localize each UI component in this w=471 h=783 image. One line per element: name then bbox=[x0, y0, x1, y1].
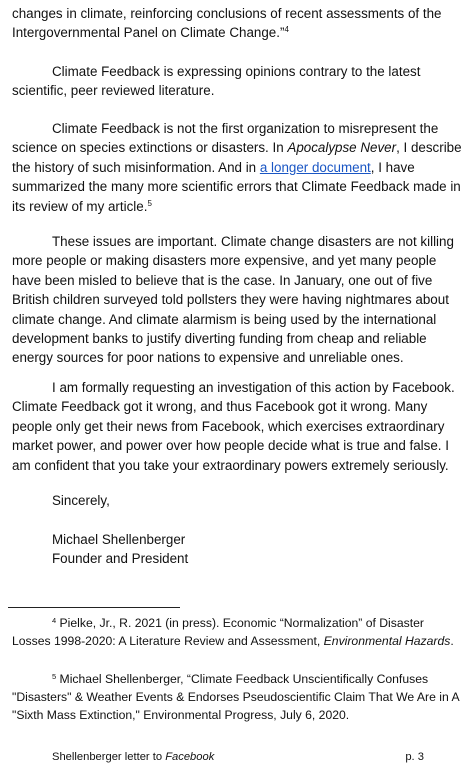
footnote-ref-5[interactable]: 5 bbox=[147, 198, 152, 208]
footer-left-italic: Facebook bbox=[165, 751, 215, 763]
paragraph-text: I am formally requesting an investigation of this action by Facebook. Climate Feedback got it wrong, and thus Facebook got it wrong. Many people only get their news from Facebook, which exercises extraordinary market power, and power over how people decide what is true and false. I am confident that you take your extraordinary powers extremely seriously. bbox=[12, 380, 455, 473]
paragraph-misrepresent bbox=[12, 119, 465, 216]
footer-left-prefix: Shellenberger letter to bbox=[52, 751, 166, 763]
footnote-ref-4[interactable]: 4 bbox=[284, 25, 289, 35]
footnote-text-a: Pielke, Jr., R. 2021 (in press). Economic “Normalization” of Disaster Losses 1998-2020: A Literature Review and Assessment, bbox=[12, 616, 424, 648]
book-title: Apocalypse Never bbox=[287, 140, 397, 156]
paragraph-text: These issues are important. Climate change disasters are not killing more people or making disasters more expensive, and yet many people have been misled to believe that is the case. In January, one out of five British children surveyed told pollsters they were having nightmares about climate change. And climate alarmism is being used by the international development banks to justify diverting funding from cheap and reliable energy sources for poor nations to expensive and unreliable ones. bbox=[12, 234, 454, 366]
footnote-text: Michael Shellenberger, “Climate Feedback Unscientifically Confuses "Disasters" & Weather Events & Endorses Pseudoscientific Claim That We Are in A "Sixth Mass Extinction," Environmental Progress, July 6, 2020. bbox=[12, 672, 459, 722]
signoff-name: Michael Shellenberger bbox=[52, 532, 186, 547]
paragraph-request-investigation bbox=[12, 378, 465, 475]
footnote-number: 5 bbox=[52, 672, 57, 681]
footnote-number: 4 bbox=[52, 616, 57, 625]
paragraph-text: Climate Feedback is expressing opinions contrary to the latest scientific, peer reviewed literature. bbox=[12, 64, 421, 99]
signoff-signature-block bbox=[52, 530, 188, 569]
footnote-4 bbox=[12, 614, 465, 650]
signoff-title: Founder and President bbox=[52, 551, 189, 567]
footnote-journal: Environmental Hazards bbox=[323, 634, 451, 648]
footnote-separator bbox=[8, 607, 180, 608]
longer-document-link[interactable]: a longer document bbox=[259, 159, 371, 175]
footer-left bbox=[52, 749, 214, 765]
signoff-closing-block bbox=[52, 491, 110, 510]
paragraph-text-a: Climate Feedback is not the first organization to misrepresent the science on species extinctions or disasters. In bbox=[12, 121, 439, 156]
footnote-text-b: . bbox=[450, 634, 454, 648]
paragraph-text-c: , I have summarized the many more scientific errors that Climate Feedback made in its review of my article. bbox=[12, 159, 461, 214]
footnote-5 bbox=[12, 670, 465, 724]
paragraph-line-1: changes in climate, reinforcing conclusions of recent assessments of the bbox=[12, 6, 442, 21]
paragraph-line-2: Intergovernmental Panel on Climate Change.” bbox=[12, 25, 285, 41]
paragraph-text-b: , I describe the history of such misinformation. And in bbox=[12, 140, 462, 175]
paragraph-issues-important bbox=[12, 232, 465, 368]
page-footer bbox=[52, 749, 424, 765]
paragraph-continuation bbox=[12, 4, 465, 43]
signoff-closing: Sincerely, bbox=[52, 493, 110, 508]
paragraph-contrary-opinions bbox=[12, 62, 465, 101]
page-number: p. 3 bbox=[405, 751, 424, 763]
